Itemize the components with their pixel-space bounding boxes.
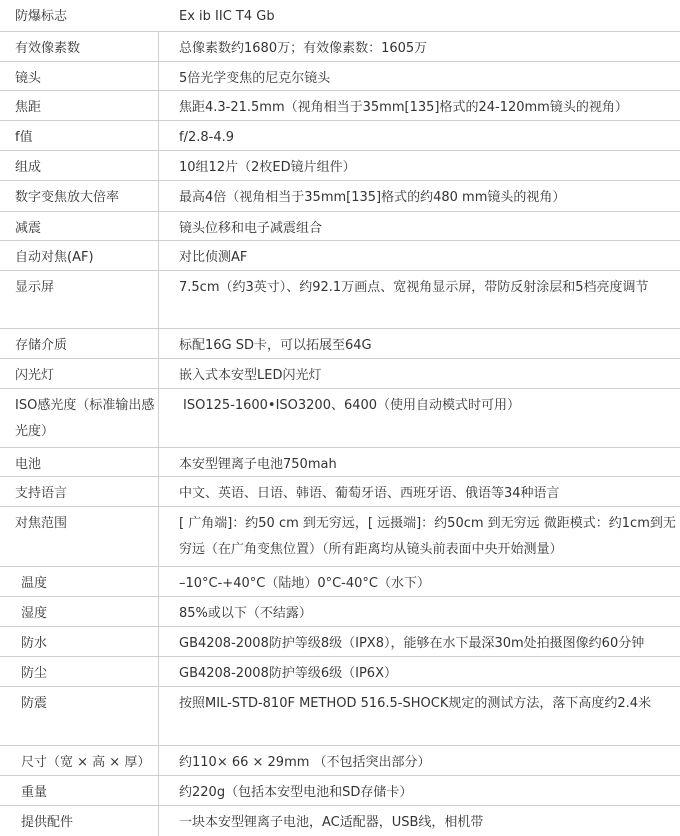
row-value: Ex ib IIC T4 Gb: [179, 9, 275, 24]
row-value: 5倍光学变焦的尼克尔镜头: [179, 71, 331, 86]
row-value: 本安型锂离子电池750mah: [179, 457, 337, 472]
row-value: 10组12片（2枚ED镜片组件）: [179, 160, 356, 175]
row-label: 对焦范围: [0, 507, 159, 566]
row-value: –10°C-+40°C（陆地）0°C-40°C（水下）: [179, 576, 430, 591]
row-label: 有效像素数: [0, 32, 159, 61]
row-value: 总像素数约1680万；有效像素数：1605万: [179, 41, 428, 56]
row-value: GB4208-2008防护等级8级（IPX8），能够在水下最深30m处拍摄图像约60分钟: [179, 636, 645, 651]
table-row: [0, 657, 680, 687]
row-label: 组成: [0, 151, 159, 180]
table-row: [0, 212, 680, 241]
row-value: 7.5cm（约3英寸）、约92.1万画点、宽视角显示屏，带防反射涂层和5档亮度调节: [179, 280, 649, 295]
row-label: 温度: [0, 567, 159, 596]
table-row: [0, 121, 680, 151]
row-label: 重量: [0, 776, 159, 805]
table-row: [0, 687, 680, 746]
row-label: 防爆标志: [15, 9, 68, 24]
table-row: [0, 776, 680, 806]
row-value: 镜头位移和电子减震组合: [179, 221, 323, 236]
row-value: f/2.8-4.9: [179, 130, 234, 145]
row-value: 对比侦测AF: [179, 250, 248, 265]
row-value: ISO125-1600•ISO3200、6400（使用自动模式时可用）: [183, 398, 521, 413]
row-label: 数字变焦放大倍率: [0, 181, 159, 211]
table-row: [0, 32, 680, 62]
row-label: 支持语言: [0, 477, 159, 506]
row-label: 减震: [0, 212, 159, 240]
table-row: [0, 448, 680, 477]
row-value: 按照MIL-STD-810F METHOD 516.5-SHOCK规定的测试方法，落下高度约2.4米: [179, 696, 652, 711]
table-row: [0, 597, 680, 627]
table-row: [0, 389, 680, 448]
row-value: 约220g（包括本安型电池和SD存储卡）: [179, 785, 413, 800]
table-row: [0, 181, 680, 212]
row-label: 存储介质: [0, 329, 159, 358]
row-label: 自动对焦(AF): [0, 241, 159, 270]
row-label: 防尘: [0, 657, 159, 686]
row-label: 提供配件: [0, 806, 159, 836]
table-row: [0, 91, 680, 121]
row-value: 中文、英语、日语、韩语、葡萄牙语、西班牙语、俄语等34种语言: [179, 486, 560, 501]
table-row: [0, 567, 680, 597]
row-value: 嵌入式本安型LED闪光灯: [179, 368, 322, 383]
row-value: 85%或以下（不结露）: [179, 606, 312, 621]
row-value: GB4208-2008防护等级6级（IP6X）: [179, 666, 397, 681]
row-value: 最高4倍（视角相当于35mm[135]格式的约480 mm镜头的视角）: [179, 190, 566, 205]
row-label: 闪光灯: [0, 359, 159, 388]
row-label: 湿度: [0, 597, 159, 626]
row-label: f值: [0, 121, 159, 150]
table-row: [0, 507, 680, 567]
table-row: [0, 329, 680, 359]
table-row: [0, 0, 680, 32]
table-row: [0, 806, 680, 836]
row-label: 焦距: [0, 91, 159, 120]
row-value: 约110× 66 × 29mm （不包括突出部分）: [179, 755, 431, 770]
row-label: 显示屏: [0, 271, 159, 328]
row-label: 镜头: [0, 62, 159, 90]
row-label: ISO感光度（标准输出感光度）: [0, 389, 159, 447]
table-row: [0, 359, 680, 389]
row-label: 防震: [0, 687, 159, 745]
row-label: 电池: [0, 448, 159, 476]
table-row: [0, 271, 680, 329]
row-value: 一块本安型锂离子电池，AC适配器，USB线，相机带: [179, 815, 484, 830]
row-label: 尺寸（宽 × 高 × 厚）: [0, 746, 159, 775]
table-row: [0, 151, 680, 181]
table-row: [0, 477, 680, 507]
table-row: [0, 627, 680, 657]
table-row: [0, 241, 680, 271]
table-row: [0, 746, 680, 776]
table-row: [0, 62, 680, 91]
row-label: 防水: [0, 627, 159, 656]
row-value: 标配16G SD卡，可以拓展至64G: [179, 338, 372, 353]
row-value: 焦距4.3-21.5mm（视角相当于35mm[135]格式的24-120mm镜头的视角）: [179, 100, 628, 115]
row-value: [ 广角端]：约50 cm 到无穷远，[ 远摄端]：约50cm 到无穷远 微距模式：约1cm到无穷远（在广角变焦位置）（所有距离均从镜头前表面中央开始测量）: [179, 516, 676, 557]
